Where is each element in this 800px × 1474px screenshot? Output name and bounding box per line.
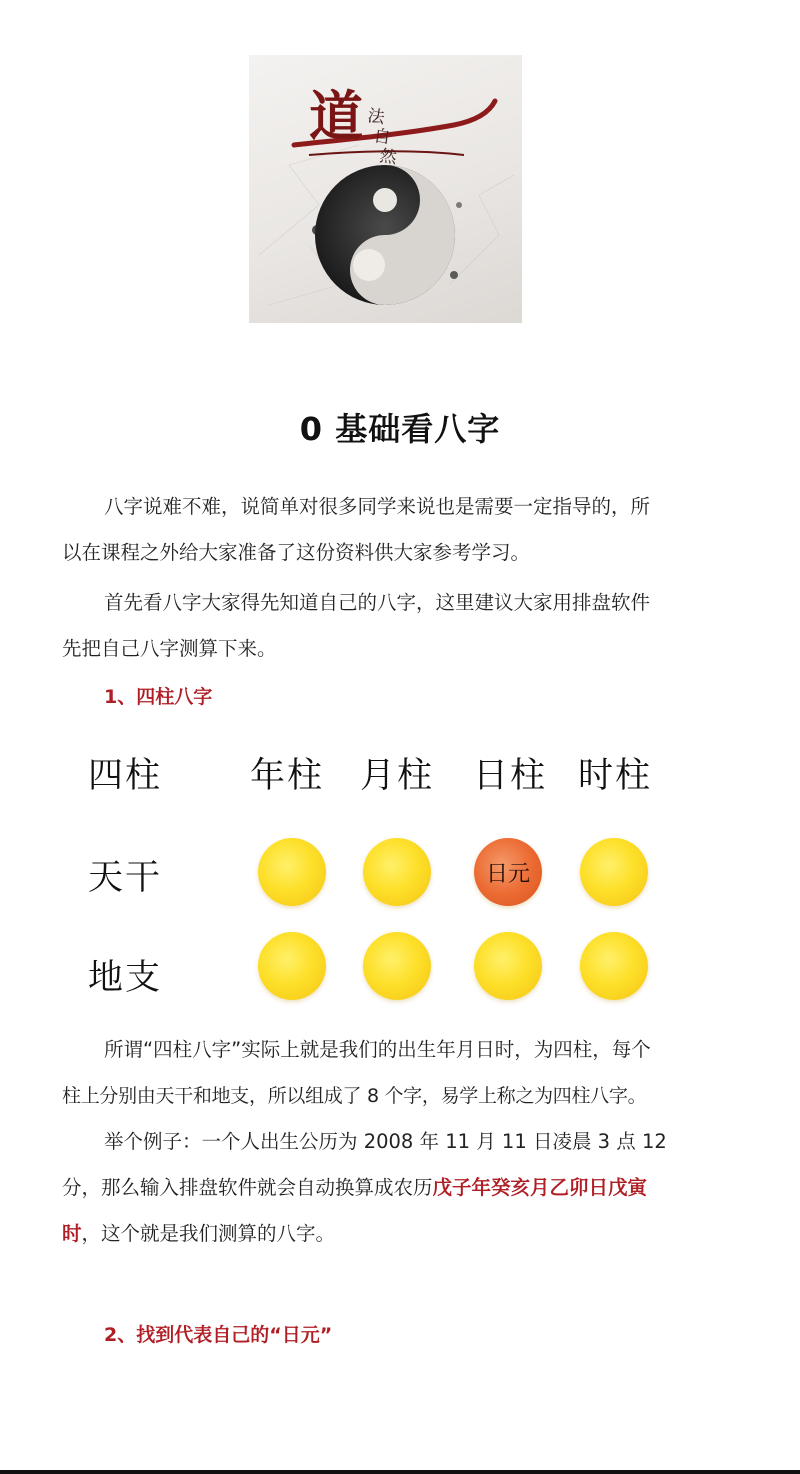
column-day-pillar: 日柱 xyxy=(473,756,548,796)
column-hour-pillar: 时柱 xyxy=(578,756,653,796)
branch-month-circle xyxy=(363,932,431,1000)
day-master-circle: 日元 xyxy=(474,838,542,906)
row-earthly-branches: 地支 xyxy=(88,958,163,998)
svg-text:自: 自 xyxy=(372,126,392,149)
stem-hour-circle xyxy=(580,838,648,906)
branch-hour-circle xyxy=(580,932,648,1000)
branch-year-circle xyxy=(258,932,326,1000)
branch-day-circle xyxy=(474,932,542,1000)
bottom-border xyxy=(0,1470,800,1474)
page-title: 0 基础看八字 xyxy=(299,410,501,448)
intro-paragraph-2: 首先看八字大家得先知道自己的八字，这里建议大家用排盘软件 先把自己八字测算下来。 xyxy=(62,591,651,660)
example-bazi-highlight: 戊子年癸亥月乙卯日戊寅 xyxy=(432,1176,648,1199)
row-header-four-pillars: 四柱 xyxy=(88,756,163,796)
explain-paragraph-2: 举个例子：一个人出生公历为 2008 年 11 月 11 日凌晨 3 点 12 分，那么输入排盘软件就会自动换算成农历戊子年癸亥月乙卯日戊寅 时，这个就是我们测算的八字。 xyxy=(62,1130,667,1245)
svg-text:道: 道 xyxy=(309,84,363,148)
intro-paragraph-1: 八字说难不难，说简单对很多同学来说也是需要一定指导的，所 以在课程之外给大家准备了这份资料供大家参考学习。 xyxy=(62,495,651,564)
section-heading-day-master: 2、找到代表自己的“日元” xyxy=(104,1324,333,1346)
cover-image xyxy=(249,55,522,323)
section-heading-four-pillars: 1、四柱八字 xyxy=(104,686,213,708)
column-month-pillar: 月柱 xyxy=(360,756,435,796)
svg-text:法: 法 xyxy=(366,106,386,129)
row-heavenly-stems: 天干 xyxy=(88,858,163,898)
explain-paragraph-1: 所谓“四柱八字”实际上就是我们的出生年月日时，为四柱，每个 柱上分别由天干和地支，所以组成了 8 个字，易学上称之为四柱八字。 xyxy=(62,1038,651,1107)
svg-text:然: 然 xyxy=(378,146,398,169)
column-year-pillar: 年柱 xyxy=(250,756,325,796)
yin-yang-ink-illustration xyxy=(249,55,522,323)
stem-month-circle xyxy=(363,838,431,906)
stem-year-circle xyxy=(258,838,326,906)
